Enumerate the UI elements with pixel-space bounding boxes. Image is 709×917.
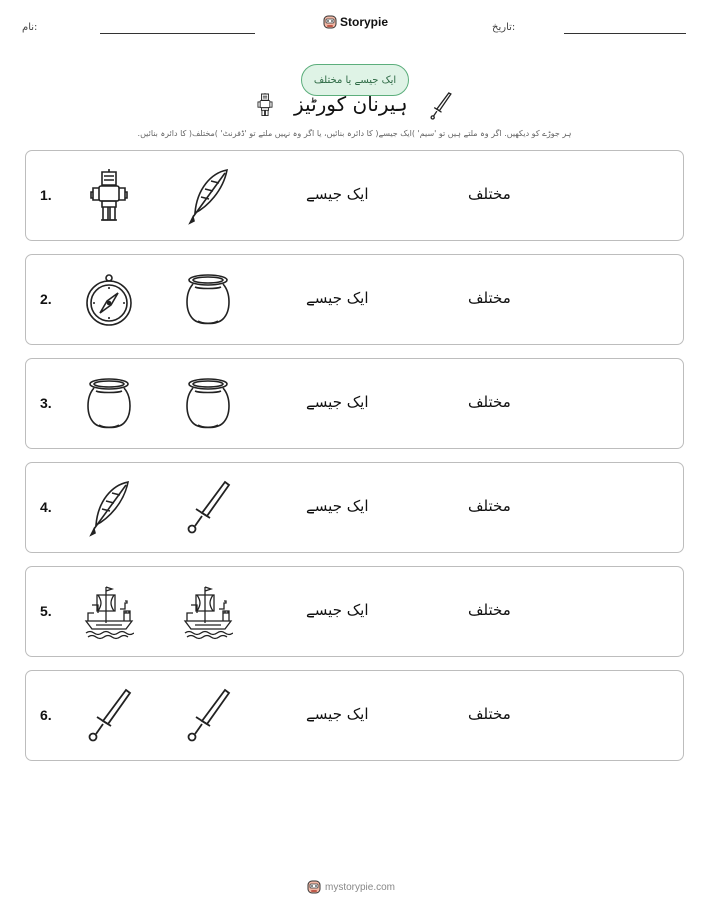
feather-quill-icon — [84, 479, 134, 537]
ship-icon — [84, 583, 134, 641]
same-option[interactable]: ایک جیسے — [306, 289, 369, 307]
different-option[interactable]: مختلف — [468, 705, 511, 723]
sword-icon — [84, 687, 134, 745]
different-option[interactable]: مختلف — [468, 289, 511, 307]
ship-icon — [183, 583, 233, 641]
row-number: 2. — [40, 291, 52, 307]
feather-quill-icon — [183, 167, 233, 225]
same-option[interactable]: ایک جیسے — [306, 601, 369, 619]
brand-logo — [323, 13, 388, 31]
storypie-mascot-icon — [307, 879, 321, 895]
name-line[interactable] — [100, 33, 255, 34]
footer — [307, 879, 395, 895]
sword-icon — [183, 479, 233, 537]
sword-icon — [428, 89, 454, 123]
instructions: ہر جوڑے کو دیکھیں. اگر وہ ملتے ہیں تو 'سیم' )ایک جیسے( کا دائرہ بنائیں، یا اگر وہ نہیں ملتے تو 'ڈفرنٹ' )مختلف( کا دائرہ بنائیں. — [137, 129, 572, 138]
pot-icon — [84, 375, 134, 433]
brand-name: Storypie — [340, 15, 389, 29]
same-option[interactable]: ایک جیسے — [306, 497, 369, 515]
date-line[interactable] — [564, 33, 686, 34]
pot-icon — [183, 271, 233, 329]
pair-row — [25, 254, 684, 345]
row-number: 1. — [40, 187, 52, 203]
different-option[interactable]: مختلف — [468, 393, 511, 411]
sword-icon — [183, 687, 233, 745]
same-option[interactable]: ایک جیسے — [306, 185, 369, 203]
row-number: 4. — [40, 499, 52, 515]
title-row — [0, 88, 709, 124]
pair-row — [25, 462, 684, 553]
row-number: 3. — [40, 395, 52, 411]
storypie-mascot-icon — [323, 14, 337, 30]
different-option[interactable]: مختلف — [468, 497, 511, 515]
title: ہیرنان کورٹیز — [294, 92, 408, 116]
date-label: تاریخ: — [492, 22, 516, 33]
name-label: نام: — [22, 22, 38, 33]
knight-icon — [254, 89, 276, 121]
pot-icon — [183, 375, 233, 433]
pair-row — [25, 566, 684, 657]
row-number: 6. — [40, 707, 52, 723]
different-option[interactable]: مختلف — [468, 185, 511, 203]
different-option[interactable]: مختلف — [468, 601, 511, 619]
footer-url: mystorypie.com — [325, 881, 396, 893]
same-option[interactable]: ایک جیسے — [306, 705, 369, 723]
worksheet-type-badge: ایک جیسے یا مختلف — [301, 64, 409, 96]
pair-row — [25, 670, 684, 761]
pair-row — [25, 150, 684, 241]
pair-row — [25, 358, 684, 449]
row-number: 5. — [40, 603, 52, 619]
same-option[interactable]: ایک جیسے — [306, 393, 369, 411]
compass-icon — [84, 271, 134, 329]
knight-icon — [84, 167, 134, 225]
